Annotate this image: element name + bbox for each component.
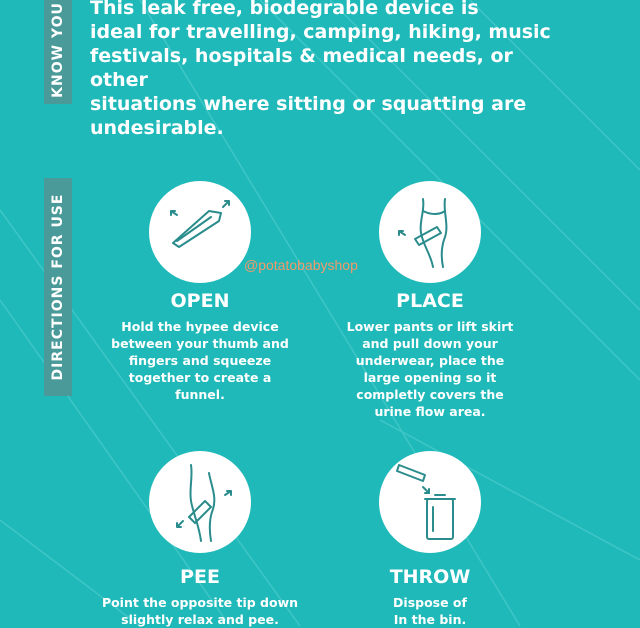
intro-line: ideal for travelling, camping, hiking, music: [90, 21, 551, 43]
step-desc-line: large opening so it: [363, 370, 497, 385]
step-desc-line: between your thumb and: [111, 336, 289, 351]
intro-line: undesirable.: [90, 117, 224, 139]
body-place-icon: [379, 181, 481, 283]
step-title-pee: PEE: [180, 566, 220, 588]
body-pee-icon: [149, 451, 251, 553]
trash-bin-icon: [379, 451, 481, 553]
step-desc-line: funnel.: [175, 387, 225, 402]
watermark: @potatobabyshop: [244, 257, 358, 273]
intro-line: This leak free, biodegrable device is: [90, 0, 479, 19]
step-desc-line: together to create a: [128, 370, 272, 385]
directions-for-use-tab: [44, 178, 72, 396]
step-desc-pee: [80, 594, 320, 628]
step-desc-line: urine flow area.: [374, 404, 486, 419]
step-title-throw: THROW: [389, 566, 471, 588]
step-desc-line: completly covers the: [356, 387, 504, 402]
step-desc-line: Lower pants or lift skirt: [346, 319, 514, 334]
know-your-tab: [44, 0, 72, 104]
step-desc-line: and pull down your: [362, 336, 498, 351]
step-desc-open: [80, 318, 320, 403]
step-desc-line: underwear, place the: [355, 353, 505, 368]
step-desc-line: Dispose of: [393, 595, 467, 610]
know-your-label: KNOW YOU: [50, 2, 66, 98]
step-desc-place: [310, 318, 550, 420]
step-desc-throw: [310, 594, 550, 628]
step-title-place: PLACE: [396, 290, 464, 312]
intro-text: [90, 0, 570, 140]
step-desc-line: Hold the hypee device: [121, 319, 279, 334]
intro-line: situations where sitting or squatting are: [90, 93, 527, 115]
step-desc-line: In the bin.: [393, 612, 467, 627]
step-title-open: OPEN: [170, 290, 230, 312]
step-desc-line: slightly relax and pee.: [121, 612, 279, 627]
step-desc-line: fingers and squeeze: [128, 353, 272, 368]
intro-line: festivals, hospitals & medical needs, or other: [90, 45, 513, 91]
step-desc-line: Point the opposite tip down: [101, 595, 299, 610]
funnel-open-icon: [149, 181, 251, 283]
directions-for-use-label: DIRECTIONS FOR USE: [50, 193, 66, 381]
